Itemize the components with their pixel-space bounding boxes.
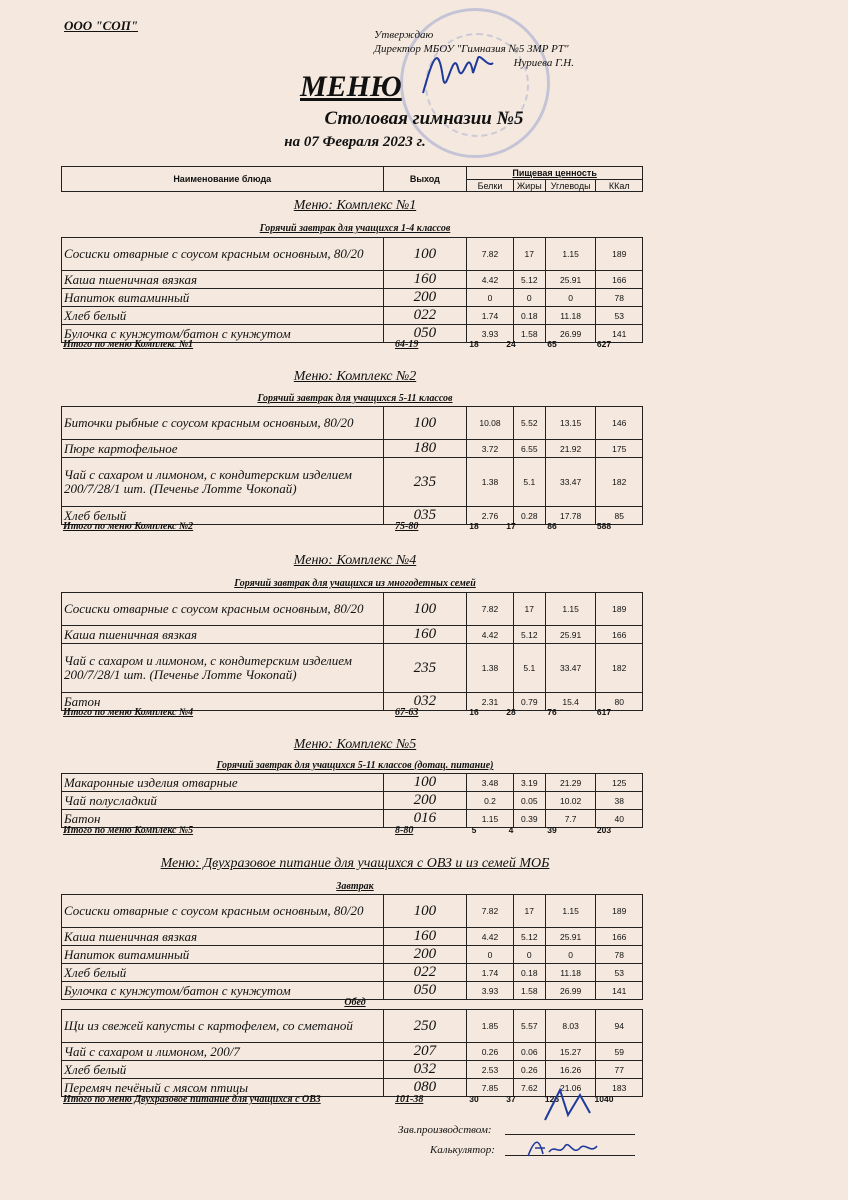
dish-protein: 2.31 [467, 693, 514, 711]
dish-carbs: 25.91 [545, 271, 596, 289]
dish-carbs: 33.47 [545, 644, 596, 693]
dish-output: 022 [383, 307, 467, 325]
dish-carbs: 21.92 [545, 440, 596, 458]
dish-fat: 0.28 [513, 507, 545, 525]
total-kcal: 588 [596, 521, 612, 531]
table-row [62, 1061, 643, 1079]
dish-carbs: 1.15 [545, 238, 596, 271]
dish-output: 022 [383, 964, 467, 982]
dish-kcal: 182 [596, 458, 643, 507]
dish-name: Булочка с кунжутом/батон с кунжутом [62, 325, 384, 343]
dish-output: 050 [383, 325, 467, 343]
dish-fat: 0.39 [513, 810, 545, 828]
dish-name: Напиток витаминный [62, 946, 384, 964]
total-label: Итого по меню Комплекс №4 [63, 707, 194, 718]
dish-carbs: 11.18 [545, 964, 596, 982]
dish-carbs: 16.26 [545, 1061, 596, 1079]
table-row [62, 307, 643, 325]
calculator-label: Калькулятор: [430, 1144, 495, 1156]
dish-carbs: 17.78 [545, 507, 596, 525]
production-label: Зав.производством: [398, 1124, 492, 1136]
dish-name: Напиток витаминный [62, 289, 384, 307]
dish-name: Чай с сахаром и лимоном, с кондитерским изделием 200/7/28/1 шт. (Печенье Лотте Чокопай) [62, 458, 384, 507]
table-row [62, 407, 643, 440]
section-title: Меню: Комплекс №5 [293, 737, 417, 752]
dish-kcal: 175 [596, 440, 643, 458]
total-kcal: 627 [596, 339, 612, 349]
total-output: 64-19 [395, 339, 419, 350]
dish-carbs: 0 [545, 289, 596, 307]
dish-output: 032 [383, 693, 467, 711]
dish-fat: 0.18 [513, 307, 545, 325]
dish-kcal: 53 [596, 307, 643, 325]
dish-output: 160 [383, 928, 467, 946]
total-protein: 30 [469, 1094, 479, 1104]
dish-name: Каша пшеничная вязкая [62, 626, 384, 644]
table-row [62, 964, 643, 982]
total-kcal: 203 [596, 825, 612, 835]
dish-protein: 1.85 [467, 1010, 514, 1043]
dish-protein: 1.15 [467, 810, 514, 828]
total-output: 101-38 [395, 1094, 424, 1105]
dish-output: 100 [383, 593, 467, 626]
dish-kcal: 146 [596, 407, 643, 440]
dish-kcal: 125 [596, 774, 643, 792]
dish-protein: 10.08 [467, 407, 514, 440]
dish-name: Хлеб белый [62, 964, 384, 982]
total-protein: 18 [469, 339, 479, 349]
dish-output: 100 [383, 895, 467, 928]
dish-fat: 17 [513, 895, 545, 928]
dish-fat: 0 [513, 289, 545, 307]
dish-carbs: 21.06 [545, 1079, 596, 1097]
approval-block [374, 28, 574, 70]
dish-carbs: 25.91 [545, 928, 596, 946]
section-total [61, 707, 643, 720]
dish-output: 250 [383, 1010, 467, 1043]
calculator-signature [525, 1136, 600, 1160]
dish-output: 032 [383, 1061, 467, 1079]
table-row [62, 593, 643, 626]
total-kcal: 1040 [594, 1094, 614, 1104]
col-carbs: Углеводы [545, 180, 596, 192]
dish-carbs: 33.47 [545, 458, 596, 507]
section-title: Меню: Комплекс №4 [293, 553, 417, 568]
dish-kcal: 166 [596, 271, 643, 289]
dish-output: 080 [383, 1079, 467, 1097]
dish-protein: 0 [467, 289, 514, 307]
dish-kcal: 94 [596, 1010, 643, 1043]
section-total [61, 521, 643, 534]
total-carbs: 76 [547, 707, 557, 717]
dish-name: Батон [62, 693, 384, 711]
dish-name: Каша пшеничная вязкая [62, 271, 384, 289]
total-kcal: 617 [596, 707, 612, 717]
col-fat: Жиры [513, 180, 545, 192]
dish-name: Хлеб белый [62, 507, 384, 525]
dish-kcal: 40 [596, 810, 643, 828]
table-row [62, 289, 643, 307]
dish-fat: 17 [513, 593, 545, 626]
dish-carbs: 10.02 [545, 792, 596, 810]
total-label: Итого по меню Комплекс №1 [63, 339, 194, 350]
dish-fat: 1.58 [513, 982, 545, 1000]
dish-carbs: 15.27 [545, 1043, 596, 1061]
table-row [62, 1043, 643, 1061]
dish-kcal: 166 [596, 928, 643, 946]
table-row [62, 1010, 643, 1043]
section-subtitle: Завтрак [336, 881, 374, 892]
dish-carbs: 26.99 [545, 325, 596, 343]
dish-output: 100 [383, 238, 467, 271]
organization-name: ООО "СОП" [64, 18, 139, 33]
dish-fat: 1.58 [513, 325, 545, 343]
dish-carbs: 7.7 [545, 810, 596, 828]
total-carbs: 126 [544, 1094, 560, 1104]
dish-fat: 5.12 [513, 928, 545, 946]
dish-fat: 3.19 [513, 774, 545, 792]
dish-carbs: 0 [545, 946, 596, 964]
dish-name: Пюре картофельное [62, 440, 384, 458]
dish-name: Сосиски отварные с соусом красным основным, 80/20 [62, 238, 384, 271]
dish-kcal: 189 [596, 238, 643, 271]
total-fat: 17 [506, 521, 516, 531]
section-title: Меню: Комплекс №2 [293, 369, 417, 384]
dish-carbs: 21.29 [545, 774, 596, 792]
dish-protein: 0.2 [467, 792, 514, 810]
total-protein: 16 [469, 707, 479, 717]
dish-fat: 0.26 [513, 1061, 545, 1079]
dish-protein: 2.76 [467, 507, 514, 525]
dish-carbs: 11.18 [545, 307, 596, 325]
table-row [62, 271, 643, 289]
total-output: 67-63 [395, 707, 419, 718]
dish-carbs: 1.15 [545, 593, 596, 626]
dish-kcal: 78 [596, 289, 643, 307]
dish-kcal: 59 [596, 1043, 643, 1061]
dish-protein: 4.42 [467, 928, 514, 946]
menu-date: на 07 Февраля 2023 г. [284, 134, 426, 150]
dish-kcal: 189 [596, 593, 643, 626]
dish-kcal: 189 [596, 895, 643, 928]
dish-output: 050 [383, 982, 467, 1000]
table-row [62, 895, 643, 928]
dish-protein: 1.74 [467, 964, 514, 982]
dish-protein: 4.42 [467, 271, 514, 289]
dish-output: 160 [383, 626, 467, 644]
table-row [62, 946, 643, 964]
dish-name: Биточки рыбные с соусом красным основным, 80/20 [62, 407, 384, 440]
dish-fat: 5.12 [513, 271, 545, 289]
table-row [62, 774, 643, 792]
dish-protein: 0.26 [467, 1043, 514, 1061]
production-signature-line [505, 1134, 635, 1135]
page-title: МЕНЮ [300, 70, 402, 103]
dish-name: Батон [62, 810, 384, 828]
menu-table [61, 592, 643, 711]
dish-kcal: 141 [596, 982, 643, 1000]
total-fat: 4 [508, 825, 514, 835]
total-output: 8-80 [395, 825, 414, 836]
dish-output: 200 [383, 946, 467, 964]
dish-output: 035 [383, 507, 467, 525]
total-carbs: 86 [547, 521, 557, 531]
dish-kcal: 182 [596, 644, 643, 693]
total-carbs: 65 [547, 339, 557, 349]
dish-protein: 4.42 [467, 626, 514, 644]
dish-protein: 3.93 [467, 325, 514, 343]
dish-carbs: 13.15 [545, 407, 596, 440]
table-row [62, 626, 643, 644]
dish-kcal: 53 [596, 964, 643, 982]
dish-protein: 2.53 [467, 1061, 514, 1079]
dish-kcal: 183 [596, 1079, 643, 1097]
col-name: Наименование блюда [62, 167, 384, 192]
dish-output: 200 [383, 289, 467, 307]
section-subtitle: Горячий завтрак для учащихся 5-11 классов (дотац. питание) [216, 760, 494, 771]
dish-carbs: 26.99 [545, 982, 596, 1000]
dish-name: Щи из свежей капусты с картофелем, со сметаной [62, 1010, 384, 1043]
dish-carbs: 25.91 [545, 626, 596, 644]
calculator-mark [540, 1085, 600, 1125]
col-kcal: ККал [596, 180, 643, 192]
dish-fat: 0.18 [513, 964, 545, 982]
menu-table [61, 773, 643, 828]
total-label: Итого по меню Двухразовое питание для учащихся с ОВЗ [63, 1094, 321, 1105]
table-row [62, 928, 643, 946]
menu-table [61, 237, 643, 343]
dish-output: 016 [383, 810, 467, 828]
approval-title: Утверждаю [374, 29, 434, 41]
dish-name: Хлеб белый [62, 1061, 384, 1079]
section-subtitle: Горячий завтрак для учащихся из многодетных семей [234, 578, 476, 589]
total-label: Итого по меню Комплекс №5 [63, 825, 194, 836]
dish-fat: 5.1 [513, 644, 545, 693]
section-subtitle-lunch: Обед [344, 997, 366, 1008]
dish-output: 207 [383, 1043, 467, 1061]
dish-fat: 5.12 [513, 626, 545, 644]
dish-fat: 0.06 [513, 1043, 545, 1061]
dish-name: Чай с сахаром и лимоном, с кондитерским изделием 200/7/28/1 шт. (Печенье Лотте Чокопай) [62, 644, 384, 693]
section-subtitle: Горячий завтрак для учащихся 5-11 классов [257, 393, 453, 404]
dish-fat: 5.52 [513, 407, 545, 440]
dish-protein: 1.38 [467, 644, 514, 693]
dish-protein: 1.38 [467, 458, 514, 507]
approval-name: Нуриева Г.Н. [513, 57, 574, 69]
dish-kcal: 80 [596, 693, 643, 711]
col-nutrition: Пищевая ценность [467, 167, 643, 180]
dish-fat: 17 [513, 238, 545, 271]
dish-output: 200 [383, 792, 467, 810]
dish-name: Хлеб белый [62, 307, 384, 325]
dish-name: Каша пшеничная вязкая [62, 928, 384, 946]
table-row [62, 238, 643, 271]
dish-output: 235 [383, 458, 467, 507]
approval-position: Директор МБОУ "Гимназия №5 ЗМР РТ" [374, 43, 569, 55]
total-fat: 24 [506, 339, 516, 349]
dish-name: Макаронные изделия отварные [62, 774, 384, 792]
section-total [61, 339, 643, 352]
dish-protein: 3.48 [467, 774, 514, 792]
dish-protein: 0 [467, 946, 514, 964]
dish-fat: 5.57 [513, 1010, 545, 1043]
total-fat: 28 [506, 707, 516, 717]
dish-name: Чай с сахаром и лимоном, 200/7 [62, 1043, 384, 1061]
section-title: Меню: Комплекс №1 [293, 198, 417, 213]
dish-protein: 7.82 [467, 593, 514, 626]
col-output: Выход [383, 167, 467, 192]
column-header [61, 166, 643, 192]
section-total [61, 825, 643, 838]
dish-protein: 7.82 [467, 895, 514, 928]
dish-fat: 5.1 [513, 458, 545, 507]
table-row [62, 792, 643, 810]
total-output: 75-80 [395, 521, 419, 532]
dish-output: 100 [383, 407, 467, 440]
menu-table [61, 406, 643, 525]
section-title: Меню: Двухразовое питание для учащихся с ОВЗ и из семей МОБ [160, 856, 550, 871]
dish-kcal: 85 [596, 507, 643, 525]
dish-kcal: 38 [596, 792, 643, 810]
dish-fat: 7.62 [513, 1079, 545, 1097]
canteen-name: Столовая гимназии №5 [324, 108, 524, 129]
dish-protein: 7.82 [467, 238, 514, 271]
dish-protein: 1.74 [467, 307, 514, 325]
table-row [62, 458, 643, 507]
dish-carbs: 1.15 [545, 895, 596, 928]
dish-name: Сосиски отварные с соусом красным основным, 80/20 [62, 593, 384, 626]
total-label: Итого по меню Комплекс №2 [63, 521, 194, 532]
total-carbs: 39 [547, 825, 557, 835]
dish-kcal: 166 [596, 626, 643, 644]
dish-output: 180 [383, 440, 467, 458]
dish-name: Чай полусладкий [62, 792, 384, 810]
dish-kcal: 77 [596, 1061, 643, 1079]
dish-fat: 0.79 [513, 693, 545, 711]
dish-kcal: 141 [596, 325, 643, 343]
dish-name: Булочка с кунжутом/батон с кунжутом [62, 982, 384, 1000]
dish-output: 100 [383, 774, 467, 792]
total-protein: 18 [469, 521, 479, 531]
dish-carbs: 15.4 [545, 693, 596, 711]
dish-output: 160 [383, 271, 467, 289]
dish-fat: 0 [513, 946, 545, 964]
dish-output: 235 [383, 644, 467, 693]
table-row [62, 644, 643, 693]
dish-name: Сосиски отварные с соусом красным основным, 80/20 [62, 895, 384, 928]
table-row [62, 440, 643, 458]
dish-protein: 3.72 [467, 440, 514, 458]
dish-fat: 6.55 [513, 440, 545, 458]
menu-table [61, 1009, 643, 1097]
dish-protein: 7.85 [467, 1079, 514, 1097]
dish-fat: 0.05 [513, 792, 545, 810]
menu-table [61, 894, 643, 1000]
col-protein: Белки [467, 180, 514, 192]
total-protein: 5 [471, 825, 477, 835]
dish-kcal: 78 [596, 946, 643, 964]
total-fat: 37 [506, 1094, 516, 1104]
section-subtitle: Горячий завтрак для учащихся 1-4 классов [259, 223, 451, 234]
dish-carbs: 8.03 [545, 1010, 596, 1043]
dish-name: Перемяч печёный с мясом птицы [62, 1079, 384, 1097]
dish-protein: 3.93 [467, 982, 514, 1000]
